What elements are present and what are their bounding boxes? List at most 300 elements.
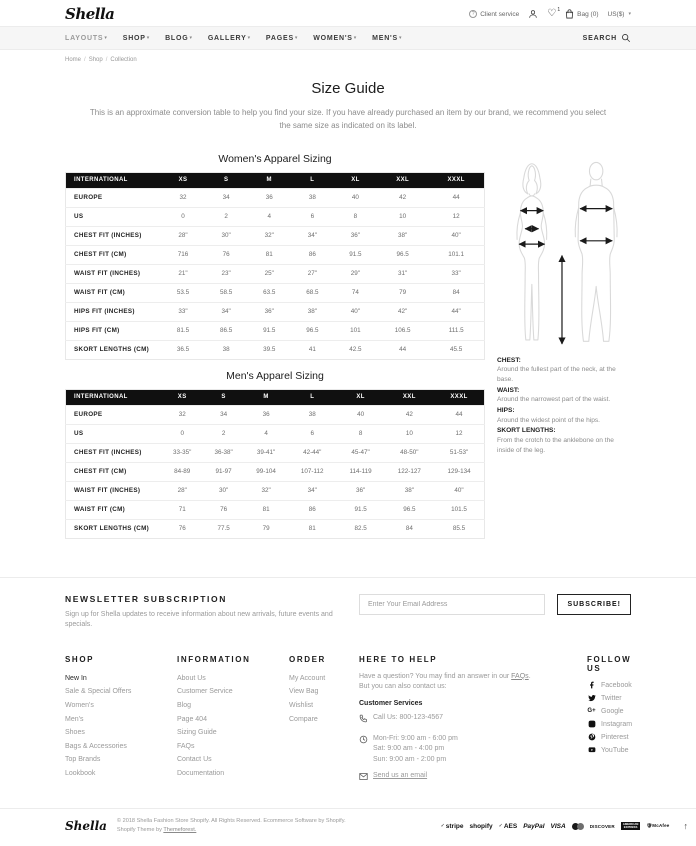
main-nav bbox=[65, 35, 402, 42]
nav-item-label: SHOP bbox=[122, 34, 146, 42]
footer-column-shop bbox=[65, 655, 165, 792]
table-row bbox=[66, 207, 485, 226]
column-header: S bbox=[205, 172, 248, 188]
footer-link-page-404[interactable]: Page 404 bbox=[177, 715, 207, 723]
table-cell: 8 bbox=[334, 207, 377, 226]
footer-link-new-in[interactable]: New In bbox=[65, 674, 87, 682]
guide-item bbox=[497, 386, 631, 405]
table-cell: 84 bbox=[428, 283, 484, 302]
row-label: SKORT LENGTHS (CM) bbox=[66, 340, 162, 359]
row-label: CHEST FIT (INCHES) bbox=[66, 226, 162, 245]
store-logo[interactable]: Shella bbox=[65, 5, 115, 23]
footer-list-item bbox=[177, 699, 277, 713]
table-cell: 76 bbox=[162, 519, 203, 538]
row-label: EUROPE bbox=[66, 405, 162, 424]
footer-list-item bbox=[65, 740, 165, 754]
table-cell: 38" bbox=[377, 226, 428, 245]
table-cell: 36 bbox=[248, 188, 291, 207]
help-title: HERE TO HELP bbox=[359, 654, 438, 664]
table-cell: 34" bbox=[291, 226, 334, 245]
chevron-down-icon: ▾ bbox=[247, 35, 251, 41]
row-label: US bbox=[66, 207, 162, 226]
table-row bbox=[66, 283, 485, 302]
table-header-row bbox=[66, 389, 485, 405]
table-cell: 81 bbox=[244, 500, 288, 519]
table-cell: 76 bbox=[203, 500, 244, 519]
mens-size-table bbox=[65, 389, 485, 539]
send-email-link[interactable]: Send us an email bbox=[373, 772, 428, 780]
table-cell: 85.5 bbox=[434, 519, 484, 538]
nav-item-shop[interactable] bbox=[123, 35, 150, 42]
table-cell: 42 bbox=[385, 405, 435, 424]
table-cell: 25" bbox=[248, 264, 291, 283]
footer-list-item bbox=[177, 726, 277, 740]
guide-term: HIPS: bbox=[497, 407, 515, 415]
footer-list-item bbox=[177, 713, 277, 727]
call-us-link[interactable]: Call Us: 800-123-4567 bbox=[373, 714, 444, 722]
table-cell: 34 bbox=[203, 405, 244, 424]
chevron-down-icon: ▾ bbox=[104, 35, 108, 41]
table-cell: 33-35" bbox=[162, 443, 203, 462]
follow-us-title: FOLLOW US bbox=[587, 654, 632, 673]
social-row-instagram bbox=[587, 720, 632, 729]
table-cell: 32" bbox=[248, 226, 291, 245]
page-title: Size Guide bbox=[311, 80, 385, 97]
payment-visa-icon: VISA bbox=[550, 822, 566, 830]
payment-methods bbox=[441, 822, 670, 830]
guide-item bbox=[497, 426, 631, 455]
question-circle-icon: ? bbox=[469, 10, 477, 18]
footer-list-item bbox=[177, 740, 277, 754]
table-cell: 34" bbox=[288, 481, 337, 500]
column-header: INTERNATIONAL bbox=[66, 172, 162, 188]
envelope-icon bbox=[359, 771, 368, 786]
google-icon: G+ bbox=[587, 708, 596, 715]
footer-link-women-s[interactable]: Women's bbox=[65, 701, 94, 709]
table-cell: 21" bbox=[162, 264, 205, 283]
footer-link-about-us[interactable]: About Us bbox=[177, 674, 206, 682]
table-row bbox=[66, 462, 485, 481]
social-link-youtube[interactable]: YouTube bbox=[601, 746, 629, 754]
table-cell: 42 bbox=[377, 188, 428, 207]
column-header: XXL bbox=[377, 172, 428, 188]
nav-item-label: PAGES bbox=[265, 34, 294, 42]
client-service-link[interactable]: ? Client service bbox=[469, 10, 519, 18]
chevron-down-icon: ▾ bbox=[353, 35, 358, 41]
breadcrumb-shop[interactable]: Shop bbox=[88, 57, 103, 63]
row-label: HIPS FIT (INCHES) bbox=[66, 302, 162, 321]
footer-link-customer-service[interactable]: Customer Service bbox=[177, 688, 233, 696]
table-cell: 45.5 bbox=[428, 340, 484, 359]
table-cell: 42-44" bbox=[288, 443, 337, 462]
intro-text: This is an approximate conversion table to help you find your size. If you have already purchased an item by our brand, we recommend you select the same size as indicated on its label. bbox=[89, 108, 607, 130]
account-button[interactable] bbox=[528, 9, 538, 19]
table-row bbox=[66, 405, 485, 424]
footer-title-information: INFORMATION bbox=[177, 654, 251, 664]
measurement-column bbox=[497, 143, 631, 543]
footer-list-item bbox=[289, 685, 347, 699]
payment-stripe-icon: ✓ stripe bbox=[440, 822, 464, 830]
table-cell: 41 bbox=[291, 340, 334, 359]
payment-aes-icon: ✓ AES bbox=[498, 822, 518, 830]
chevron-down-icon: ▾ bbox=[628, 11, 631, 17]
customer-services-label: Customer Services bbox=[359, 700, 423, 708]
search-button[interactable]: SEARCH bbox=[583, 33, 631, 43]
table-cell: 27" bbox=[291, 264, 334, 283]
table-cell: 81 bbox=[248, 245, 291, 264]
table-cell: 40" bbox=[434, 481, 484, 500]
table-cell: 91.5 bbox=[337, 500, 385, 519]
mens-sizing-section bbox=[65, 370, 485, 539]
table-row bbox=[66, 264, 485, 283]
footer bbox=[0, 643, 696, 808]
table-row bbox=[66, 226, 485, 245]
table-cell: 96.5 bbox=[377, 245, 428, 264]
footer-link-sizing-guide[interactable]: Sizing Guide bbox=[177, 729, 217, 737]
table-cell: 39.5 bbox=[248, 340, 291, 359]
table-cell: 91.5 bbox=[248, 321, 291, 340]
body-silhouettes-illustration bbox=[497, 147, 631, 348]
column-header: M bbox=[244, 389, 288, 405]
footer-link-blog[interactable]: Blog bbox=[177, 701, 192, 709]
table-cell: 86 bbox=[291, 245, 334, 264]
social-row-pinterest bbox=[587, 733, 632, 742]
guide-description: From the crotch to the anklebone on the inside of the leg. bbox=[497, 437, 614, 454]
nav-item-pages[interactable] bbox=[266, 35, 298, 42]
column-header: XS bbox=[162, 389, 203, 405]
table-cell: 42.5 bbox=[334, 340, 377, 359]
table-cell: 12 bbox=[428, 207, 484, 226]
clock-icon bbox=[359, 734, 368, 749]
nav-item-women-s[interactable] bbox=[313, 35, 357, 42]
social-row-youtube bbox=[587, 746, 632, 755]
payment-mastercard-icon bbox=[572, 823, 584, 830]
table-cell: 63.5 bbox=[248, 283, 291, 302]
chevron-down-icon: ▾ bbox=[398, 35, 403, 41]
nav-item-label: GALLERY bbox=[207, 34, 247, 42]
row-label: CHEST FIT (INCHES) bbox=[66, 443, 162, 462]
guide-description: Around the narrowest part of the waist. bbox=[497, 396, 611, 404]
footer-link-my-account[interactable]: My Account bbox=[289, 674, 326, 682]
table-cell: 129-134 bbox=[434, 462, 484, 481]
row-label: CHEST FIT (CM) bbox=[66, 245, 162, 264]
wishlist-count-badge: 1 bbox=[557, 7, 561, 13]
nav-item-blog[interactable] bbox=[165, 35, 193, 42]
social-row-facebook bbox=[587, 681, 632, 690]
payment-discover-icon: DISCOVER bbox=[589, 823, 615, 829]
footer-column-help bbox=[359, 655, 575, 792]
table-cell: 36.5 bbox=[162, 340, 205, 359]
table-cell: 86 bbox=[288, 500, 337, 519]
table-row bbox=[66, 500, 485, 519]
guide-term: CHEST: bbox=[497, 356, 521, 364]
social-link-instagram[interactable]: Instagram bbox=[601, 720, 633, 728]
table-cell: 34" bbox=[205, 302, 248, 321]
footer-list-item bbox=[65, 672, 165, 686]
nav-item-gallery[interactable] bbox=[208, 35, 251, 42]
table-cell: 29" bbox=[334, 264, 377, 283]
footer-link-compare[interactable]: Compare bbox=[289, 715, 318, 723]
table-cell: 40 bbox=[337, 405, 385, 424]
table-cell: 51-53" bbox=[434, 443, 484, 462]
footer-link-top-brands[interactable]: Top Brands bbox=[65, 756, 101, 764]
table-row bbox=[66, 424, 485, 443]
table-cell: 28" bbox=[162, 481, 203, 500]
nav-item-label: BLOG bbox=[165, 34, 189, 42]
guide-description: Around the fullest part of the neck, at the base. bbox=[497, 366, 616, 384]
table-cell: 91.5 bbox=[334, 245, 377, 264]
table-row bbox=[66, 340, 485, 359]
bag-button[interactable]: Bag (0) bbox=[565, 9, 598, 19]
column-header: XS bbox=[162, 172, 205, 188]
table-cell: 2 bbox=[205, 207, 248, 226]
row-label: HIPS FIT (CM) bbox=[66, 321, 162, 340]
row-label: WAIST FIT (INCHES) bbox=[66, 264, 162, 283]
column-header: INTERNATIONAL bbox=[66, 389, 162, 405]
social-link-twitter[interactable]: Twitter bbox=[601, 694, 622, 702]
footer-column-follow bbox=[587, 655, 632, 792]
instagram-icon bbox=[587, 720, 596, 729]
table-cell: 96.5 bbox=[385, 500, 435, 519]
payment-amex-icon: AMERICAN EXPRESS bbox=[622, 822, 639, 830]
currency-selector[interactable]: US($) ▾ bbox=[607, 10, 631, 18]
table-cell: 36" bbox=[248, 302, 291, 321]
email-row bbox=[359, 771, 575, 786]
table-cell: 81.5 bbox=[162, 321, 205, 340]
nav-item-label: LAYOUTS bbox=[65, 34, 104, 42]
newsletter-section bbox=[0, 577, 696, 643]
table-header-row bbox=[66, 172, 485, 188]
footer-list-item bbox=[65, 753, 165, 767]
footer-list-item bbox=[65, 685, 165, 699]
footer-list-item bbox=[177, 767, 277, 781]
table-cell: 10 bbox=[377, 207, 428, 226]
table-cell: 38" bbox=[291, 302, 334, 321]
bottom-bar bbox=[0, 808, 696, 846]
table-cell: 44 bbox=[377, 340, 428, 359]
row-label: WAIST FIT (CM) bbox=[66, 500, 162, 519]
measure-guide bbox=[497, 356, 631, 456]
table-cell: 44 bbox=[428, 188, 484, 207]
footer-list-item bbox=[289, 699, 347, 713]
table-cell: 48-50" bbox=[385, 443, 435, 462]
newsletter-email-input[interactable] bbox=[359, 594, 545, 615]
payment-shopify-icon: shopify bbox=[469, 822, 493, 830]
table-cell: 53.5 bbox=[162, 283, 205, 302]
womens-size-table bbox=[65, 172, 485, 360]
table-cell: 101.1 bbox=[428, 245, 484, 264]
newsletter-title: NEWSLETTER SUBSCRIPTION bbox=[65, 593, 227, 604]
youtube-icon bbox=[587, 746, 596, 755]
table-cell: 36 bbox=[244, 405, 288, 424]
top-bar bbox=[0, 0, 696, 26]
social-link-facebook[interactable]: Facebook bbox=[601, 681, 632, 689]
footer-link-view-bag[interactable]: View Bag bbox=[289, 688, 319, 696]
breadcrumb-separator: / bbox=[84, 57, 86, 63]
footer-link-men-s[interactable]: Men's bbox=[65, 715, 84, 723]
table-cell: 101.5 bbox=[434, 500, 484, 519]
guide-item bbox=[497, 406, 631, 425]
footer-link-contact-us[interactable]: Contact Us bbox=[177, 756, 212, 764]
footer-list-item bbox=[177, 672, 277, 686]
pinterest-icon bbox=[587, 733, 596, 742]
social-link-google[interactable]: Google bbox=[601, 707, 624, 715]
table-cell: 96.5 bbox=[291, 321, 334, 340]
breadcrumb-home[interactable]: Home bbox=[65, 57, 82, 63]
faqs-link[interactable]: FAQs bbox=[511, 672, 529, 680]
guide-item bbox=[497, 356, 631, 385]
phone-icon bbox=[359, 713, 368, 728]
table-cell: 39-41" bbox=[244, 443, 288, 462]
table-cell: 79 bbox=[377, 283, 428, 302]
scroll-to-top-button[interactable]: ↑ bbox=[683, 821, 688, 832]
table-cell: 8 bbox=[337, 424, 385, 443]
footer-link-sale-special-offers[interactable]: Sale & Special Offers bbox=[65, 688, 132, 696]
footer-list-item bbox=[65, 699, 165, 713]
table-cell: 58.5 bbox=[205, 283, 248, 302]
table-cell: 36" bbox=[337, 481, 385, 500]
table-cell: 10 bbox=[385, 424, 435, 443]
user-icon bbox=[528, 9, 538, 19]
footer-logo[interactable]: Shella bbox=[65, 819, 107, 834]
table-cell: 4 bbox=[244, 424, 288, 443]
column-header: XXXL bbox=[428, 172, 484, 188]
table-cell: 38 bbox=[205, 340, 248, 359]
nav-item-label: WOMEN'S bbox=[313, 34, 353, 42]
social-row-twitter bbox=[587, 694, 632, 703]
footer-link-shoes[interactable]: Shoes bbox=[65, 729, 85, 737]
bag-icon bbox=[565, 9, 574, 19]
table-row bbox=[66, 481, 485, 500]
column-header: XL bbox=[334, 172, 377, 188]
table-cell: 34 bbox=[205, 188, 248, 207]
column-header: XL bbox=[337, 389, 385, 405]
footer-column-information bbox=[177, 655, 277, 792]
footer-list-item bbox=[289, 713, 347, 727]
column-header: L bbox=[288, 389, 337, 405]
table-cell: 716 bbox=[162, 245, 205, 264]
footer-link-documentation[interactable]: Documentation bbox=[177, 770, 225, 778]
heart-icon: ♡ bbox=[547, 8, 557, 19]
help-text: Have a question? You may find an answer in our FAQs. But you can also contact us: bbox=[359, 672, 531, 691]
search-icon bbox=[621, 33, 631, 43]
table-cell: 68.5 bbox=[291, 283, 334, 302]
footer-title-shop: SHOP bbox=[65, 654, 95, 664]
column-header: L bbox=[291, 172, 334, 188]
table-cell: 36-38" bbox=[203, 443, 244, 462]
table-cell: 99-104 bbox=[244, 462, 288, 481]
table-row bbox=[66, 519, 485, 538]
breadcrumb-separator: / bbox=[105, 57, 108, 63]
row-label: CHEST FIT (CM) bbox=[66, 462, 162, 481]
column-header: S bbox=[203, 389, 244, 405]
twitter-icon bbox=[587, 694, 596, 703]
footer-link-faqs[interactable]: FAQs bbox=[177, 742, 195, 750]
column-header: M bbox=[248, 172, 291, 188]
table-cell: 6 bbox=[288, 424, 337, 443]
footer-link-wishlist[interactable]: Wishlist bbox=[289, 701, 314, 709]
newsletter-description: Sign up for Shella updates to receive information about new arrivals, future events and specials. bbox=[65, 610, 333, 629]
payment-paypal-icon: PayPal bbox=[523, 822, 545, 830]
table-cell: 40 bbox=[334, 188, 377, 207]
footer-link-bags-accessories[interactable]: Bags & Accessories bbox=[65, 742, 127, 750]
table-cell: 84-89 bbox=[162, 462, 203, 481]
themeforest-link[interactable]: Themeforest. bbox=[163, 827, 197, 834]
footer-list-item bbox=[65, 767, 165, 781]
table-cell: 74 bbox=[334, 283, 377, 302]
opening-hours-line: Sun: 9:00 am - 2:00 pm bbox=[373, 755, 447, 763]
nav-item-label: MEN'S bbox=[372, 34, 398, 42]
table-row bbox=[66, 443, 485, 462]
table-cell: 44 bbox=[434, 405, 484, 424]
table-cell: 38 bbox=[291, 188, 334, 207]
subscribe-button[interactable]: SUBSCRIBE! bbox=[557, 594, 631, 615]
main-content bbox=[0, 133, 696, 543]
hours-row bbox=[359, 734, 575, 766]
table-cell: 79 bbox=[244, 519, 288, 538]
nav-item-layouts[interactable] bbox=[65, 35, 108, 42]
table-cell: 40" bbox=[428, 226, 484, 245]
footer-column-order bbox=[289, 655, 347, 792]
footer-link-lookbook[interactable]: Lookbook bbox=[65, 770, 96, 778]
chevron-down-icon: ▾ bbox=[294, 35, 299, 41]
table-cell: 45-47" bbox=[337, 443, 385, 462]
table-cell: 30" bbox=[205, 226, 248, 245]
table-cell: 28" bbox=[162, 226, 205, 245]
nav-item-men-s[interactable] bbox=[372, 35, 402, 42]
table-cell: 32 bbox=[162, 188, 205, 207]
table-cell: 91-97 bbox=[203, 462, 244, 481]
row-label: EUROPE bbox=[66, 188, 162, 207]
womens-table-title: Women's Apparel Sizing bbox=[218, 152, 332, 165]
row-label: WAIST FIT (CM) bbox=[66, 283, 162, 302]
main-navbar bbox=[0, 26, 696, 50]
table-row bbox=[66, 321, 485, 340]
guide-term: SKORT LENGTHS: bbox=[497, 427, 556, 435]
table-cell: 101 bbox=[334, 321, 377, 340]
table-cell: 4 bbox=[248, 207, 291, 226]
table-cell: 42" bbox=[377, 302, 428, 321]
table-cell: 2 bbox=[203, 424, 244, 443]
table-cell: 31" bbox=[377, 264, 428, 283]
social-row-google bbox=[587, 707, 632, 716]
wishlist-button[interactable] bbox=[547, 7, 561, 19]
table-cell: 0 bbox=[162, 207, 205, 226]
table-cell: 32" bbox=[244, 481, 288, 500]
column-header: XXL bbox=[385, 389, 435, 405]
table-cell: 111.5 bbox=[428, 321, 484, 340]
table-cell: 6 bbox=[291, 207, 334, 226]
footer-title-order: ORDER bbox=[289, 654, 326, 664]
guide-term: WAIST: bbox=[497, 386, 520, 394]
table-cell: 77.5 bbox=[203, 519, 244, 538]
footer-list-item bbox=[65, 713, 165, 727]
footer-list-item bbox=[177, 685, 277, 699]
opening-hours bbox=[373, 734, 458, 766]
table-cell: 38" bbox=[385, 481, 435, 500]
social-link-pinterest[interactable]: Pinterest bbox=[601, 733, 629, 741]
size-tables-column bbox=[65, 143, 485, 543]
payment-mcafee-icon: 🛡McAfee bbox=[646, 823, 670, 829]
phone-row bbox=[359, 713, 575, 728]
table-cell: 38 bbox=[288, 405, 337, 424]
breadcrumb-collection: Collection bbox=[110, 57, 137, 63]
table-cell: 82.5 bbox=[337, 519, 385, 538]
guide-description: Around the widest point of the hips. bbox=[497, 416, 601, 424]
table-cell: 122-127 bbox=[385, 462, 435, 481]
table-cell: 44" bbox=[428, 302, 484, 321]
mens-table-title: Men's Apparel Sizing bbox=[226, 369, 324, 382]
